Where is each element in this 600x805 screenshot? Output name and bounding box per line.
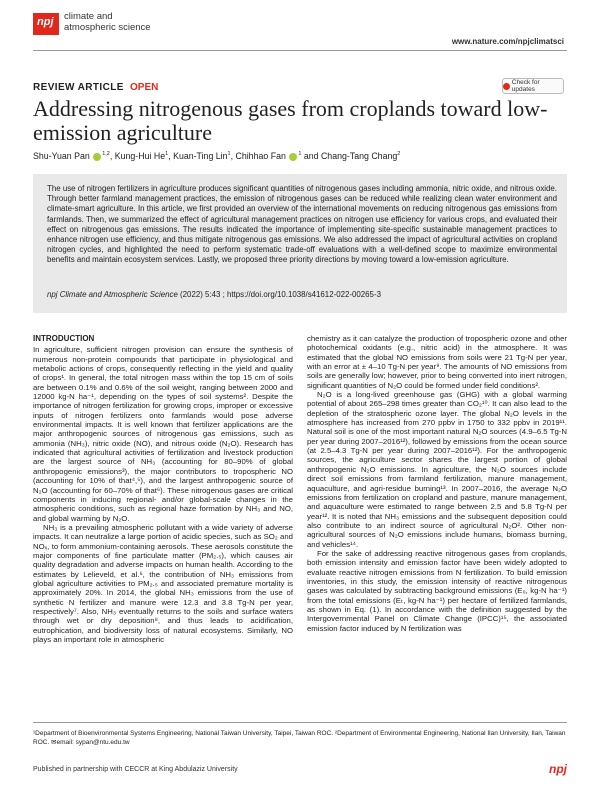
open-access-badge: OPEN <box>130 82 159 93</box>
citation-line <box>47 290 557 299</box>
author-affiliation: 1 <box>298 151 302 158</box>
abstract-box <box>33 174 567 313</box>
body-column-left <box>33 334 293 644</box>
citation-journal: npj Climate and Atmospheric Science <box>47 290 178 299</box>
author-name[interactable]: Shu-Yuan Pan <box>33 151 90 161</box>
orcid-icon[interactable] <box>93 153 101 161</box>
check-updates-label: Check for updates <box>511 79 540 93</box>
publisher-footer: Published in partnership with CECCR at King Abdulaziz University <box>33 766 238 773</box>
body-paragraph: For the sake of addressing reactive nitrogenous gases from croplands, both emission intensity and emission factor have been widely adopted to evaluate reactive nitrogen emissions from N fertilization. To build emission inventories, in this study, the emission intensity of reactive nitrogenous gases was calculated by subtracting background emissions (E₀, kg-N ha⁻¹) from the total emissions (Eₜ, kg-N ha⁻¹) per hectare of fertilized farmlands, as shown in Eq. (1). In accordance with the definition suggested by the Intergovernmental Panel on Climate Change (IPCC)¹⁵, the associated emission factor induced by N fertilization was <box>307 548 567 633</box>
citation-doi-link[interactable]: (2022) 5:43 ; https://doi.org/10.1038/s41612-022-00265-3 <box>177 290 381 299</box>
author-affiliation: 1 <box>227 151 231 158</box>
author-list: Shu-Yuan Pan $^{1,2}$, Kung-Hui He$^1$, Kuan-Ting Lin$^1$, Chihhao Fan $^1$ and Chang-Tang Chang$^2$ <box>33 151 401 161</box>
body-paragraph: chemistry as it can catalyze the production of tropospheric ozone and other photochemical oxidants (e.g., nitric acid) in the atmosphere. It was estimated that the global NO emissions from soils were 21 Tg-N per year, with an error at ± 4–10 Tg-N per year⁹. The amounts of NO emissions from soils are generally low; however, prior to being converted into inert nitrogen, significant quantities of N₂O could be formed under field conditions². <box>307 334 567 390</box>
journal-logo: npj <box>33 13 59 35</box>
author-name[interactable]: Kung-Hui He <box>114 151 166 161</box>
footer-logo: npj <box>549 762 567 776</box>
journal-url-link[interactable]: www.nature.com/npjclimatsci <box>451 37 564 46</box>
abstract-text: The use of nitrogen fertilizers in agriculture produces significant quantities of nitrogenous gases including ammonia, nitric oxide, and nitrous oxide. Through better farmland management practices, the emission of nitrogenous gases can be reduced while realizing clean water environment and climate-smart agriculture. In this article, we first provided an overview of the international movements on reducing nitrogenous gas emissions from farmlands. Then, we summarized the effect of agricultural management practices on nitrogen use efficiency for various crops, and evaluated their effect on nitrogenous gas emissions. The results indicated the importance of implementing site-specific sustainable management practices to enhance nitrogen use efficiency, and thus mitigate nitrogenous gas emissions. We also addressed the impact of agricultural activities on cropland nitrogen cycles, and highlighted the need to perform systematic trade-off evaluations with a well-defined scope to maximize environmental benefits and maintain ecosystem services. Lastly, we proposed three priority directions by moving toward a low-emission agriculture. <box>47 184 557 265</box>
body-paragraph: NH₃ is a prevailing atmospheric pollutant with a wide variety of adverse impacts. It can neutralize a large portion of acidic species, such as SO₂ and NOₓ, to form ammonium-containing aerosols. These aerosols constitute the major components of fine particulate matter (PM₂.₅), which causes air quality degradation and adverse impacts on human health. According to the estimates by Lelieveld, et al.⁶, the contribution of NH₃ emissions from global agriculture activities to PM₂.₅ and associated premature mortality is approximately 20%. In 2014, the global NH₃ emissions from the use of synthetic N fertilizer and manure were 12.3 and 3.8 Tg-N per year, respectively⁷. Also, NH₃ eventually returns to the soils and surface waters through wet or dry deposition⁸, and thus leads to acidification, eutrophication, and biodiversity loss of natural ecosystems. Similarly, NO plays an important role in atmospheric <box>33 522 293 644</box>
body-paragraph: N₂O is a long-lived greenhouse gas (GHG) with a global warming potential of about 265–298 times greater than CO₂¹⁰. It can also lead to the depletion of the stratospheric ozone layer. The global N₂O levels in the atmosphere has increased from 270 ppbv in 1750 to 332 ppbv in 2019¹¹. Natural soil is one of the most important natural N₂O sources (4.9–6.5 Tg-N per year during 2007–2016¹²), followed by emissions from the ocean source (at 2.5–4.3 Tg-N per year during 2007–2016¹²). For the anthropogenic sources, the agriculture sector shares the largest portion of global anthropogenic N₂O emissions. In agriculture, the N₂O sources include direct soil emissions from farmland fertilization, manure management, aquaculture, and agri-residue burning¹³. In 2007–2016, the average N₂O emissions from fertilization on cropland and pasture, manure management, and aquaculture were estimated to range between 2.5 and 5.8 Tg-N per year¹². It is noted that NH₃ emissions and the subsequent deposition could also contribute to an indirect source of agricultural N₂O². Other non-agricultural sources of N₂O emissions include humans, biomass burning, and vehicles¹⁴. <box>307 390 567 549</box>
footnote-divider <box>33 722 567 723</box>
refresh-icon <box>503 83 510 90</box>
author-name[interactable]: Chihhao Fan <box>235 151 286 161</box>
section-heading: INTRODUCTION <box>33 334 95 343</box>
journal-name-line2: atmospheric science <box>64 22 151 33</box>
orcid-icon[interactable] <box>289 153 297 161</box>
author-name[interactable]: Kuan-Ting Lin <box>173 151 228 161</box>
journal-name-line1: climate and <box>64 11 113 22</box>
check-updates-button[interactable] <box>502 78 564 94</box>
author-affiliation: 1 <box>165 151 169 158</box>
article-type-label: REVIEW ARTICLE <box>33 82 124 93</box>
article-title: Addressing nitrogenous gases from croplands toward low-emission agriculture <box>33 96 548 145</box>
journal-name <box>64 11 151 33</box>
author-affiliation: 2 <box>397 151 401 158</box>
affiliations-footnote: ¹Department of Bioenvironmental Systems Engineering, National Taiwan University, Taipei, Taiwan ROC. ²Department of Environmental Engineering, National Ilan University, Ilan, Taiwan ROC. ✉email: sypan@ntu.edu.tw <box>33 730 566 746</box>
author-name[interactable]: Chang-Tang Chang <box>320 151 398 161</box>
body-paragraph: In agriculture, sufficient nitrogen provision can ensure the synthesis of numerous non-protein compounds that participate in physiological and metabolic actions of crops, consequently reflecting in the yield and quality of crops¹. In general, the total nitrogen mass within the top 15 cm of soils are between 0.1% and 0.6% of the soil weight, ranging between 2000 and 12000 kg-N ha⁻¹, depending on the types of soil systems². Despite the importance of nitrogen fertilization for growing crops, improper or excessive inputs of nitrogen fertilizers onto farmlands would pose adverse environmental impacts. It is well known that fertilizer applications are the major anthropogenic sources of nitrogenous gas emissions, such as ammonia (NH₃), nitric oxide (NO), and nitrous oxide (N₂O). Research has indicated that agricultural activities of fertilization and livestock production are the largest source of NH₃ (accounting for 80–90% of global anthropogenic emissions³), the major contributors to tropospheric NO (accounting for 10% of that⁴,⁵), and the largest anthropogenic source of N₂O (accounting for 60–70% of that⁶). These nitrogenous gases are critical components in inducing regional- and/or global-scale changes in the atmospheric conditions, such as regional haze formation by NH₃ and NO, and global warming by N₂O. <box>33 345 293 523</box>
header-divider <box>33 50 567 51</box>
body-column-right <box>307 334 567 633</box>
author-affiliation: 1,2 <box>102 151 110 158</box>
